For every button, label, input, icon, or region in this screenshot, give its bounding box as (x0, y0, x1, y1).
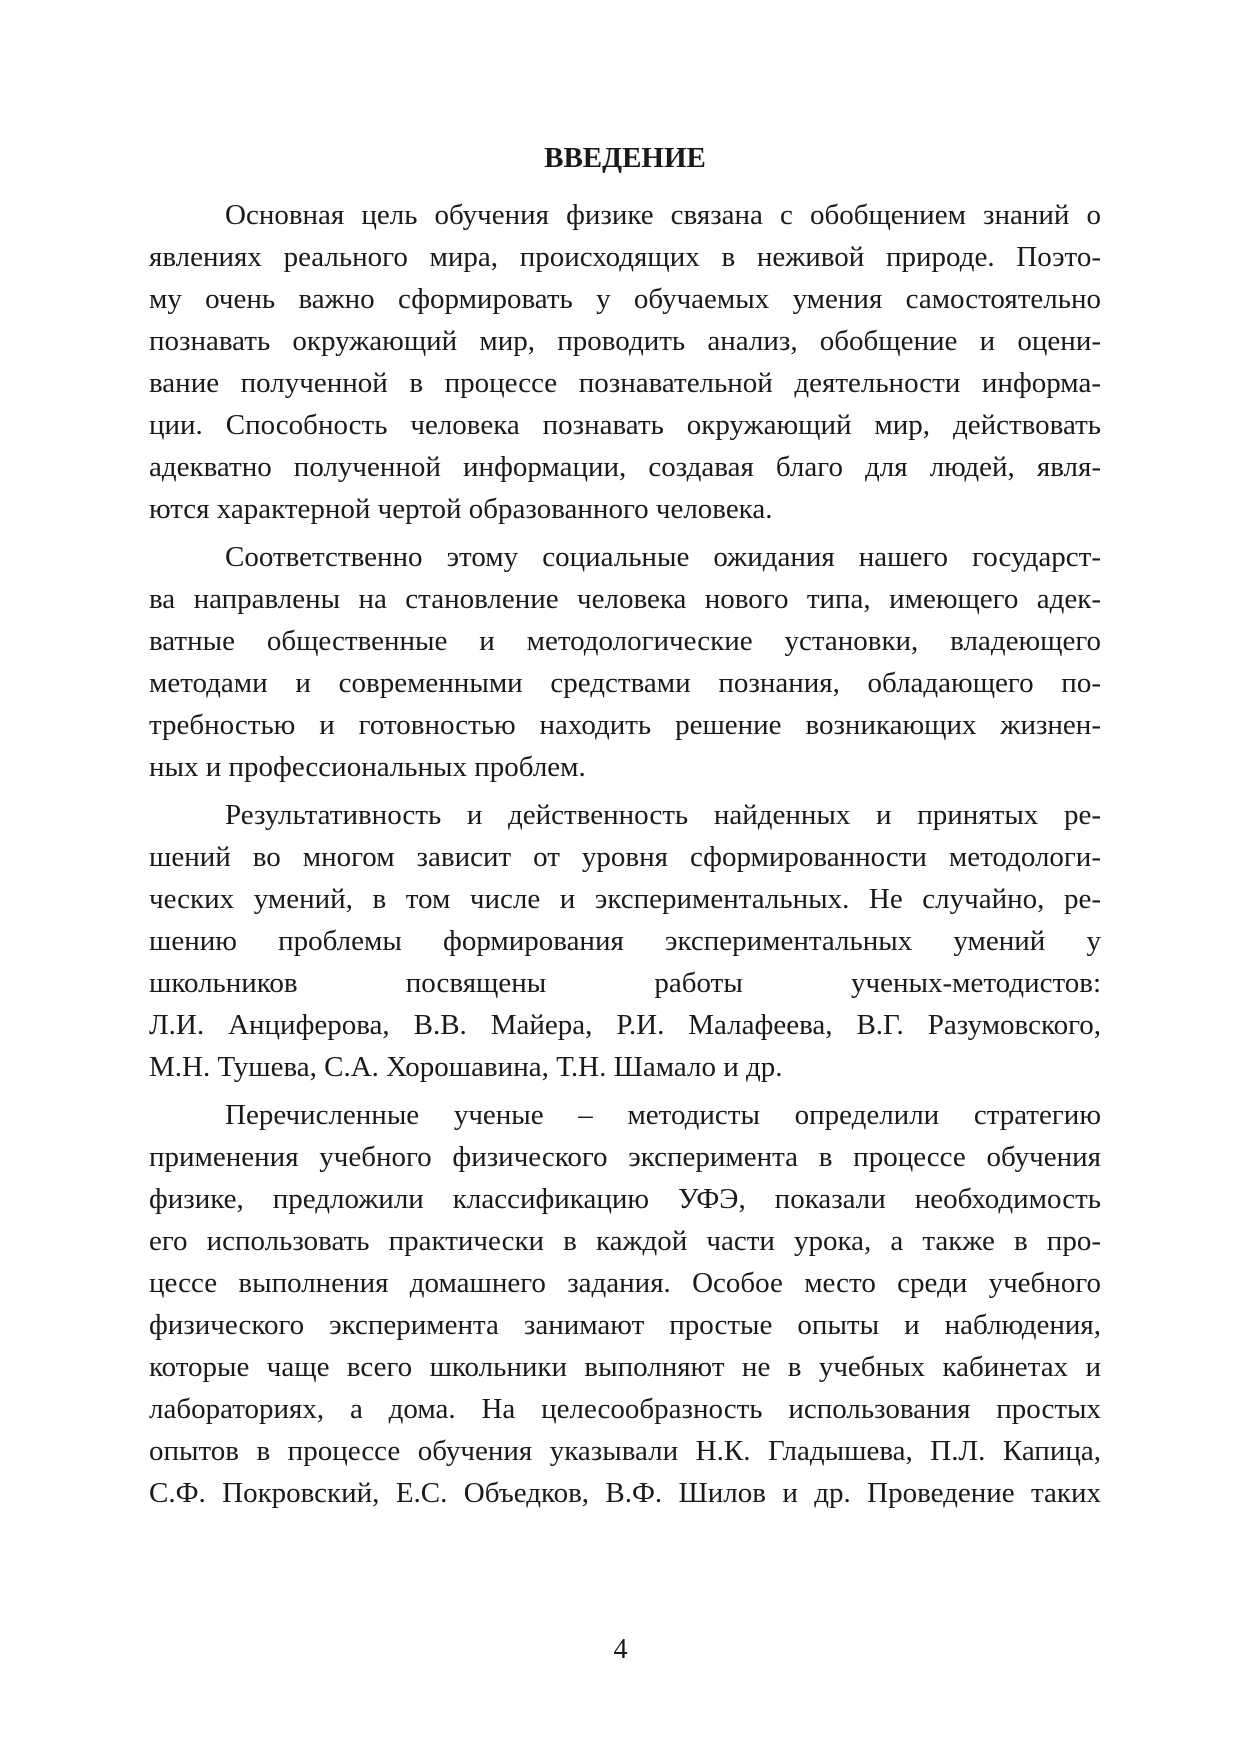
text-line: му очень важно сформировать у обучаемых умения самостоятельно (149, 283, 1101, 315)
text-line: С.Ф. Покровский, Е.С. Объедков, В.Ф. Шилов и др. Проведение таких (149, 1477, 1101, 1509)
section-title: ВВЕДЕНИЕ (544, 142, 706, 174)
text-line: Основная цель обучения физике связана с обобщением знаний о (225, 199, 1101, 231)
text-line: школьников посвящены работы ученых-методистов: (149, 967, 1101, 999)
text-line: шений во многом зависит от уровня сформированности методологи- (149, 841, 1101, 873)
text-line: опытов в процессе обучения указывали Н.К. Гладышева, П.Л. Капица, (149, 1435, 1101, 1467)
text-line: ных и профессиональных проблем. (149, 751, 586, 783)
text-line: применения учебного физического эксперимента в процессе обучения (149, 1141, 1101, 1173)
text-line: которые чаще всего школьники выполняют не в учебных кабинетах и (149, 1351, 1101, 1383)
paragraph-4 (149, 1094, 1101, 1514)
text-line: лабораториях, а дома. На целесообразность использования простых (149, 1393, 1101, 1425)
text-line: Л.И. Анциферова, В.В. Майера, Р.И. Малафеева, В.Г. Разумовского, (149, 1009, 1101, 1041)
text-line: методами и современными средствами познания, обладающего по- (149, 667, 1101, 699)
text-line: познавать окружающий мир, проводить анализ, обобщение и оцени- (149, 325, 1101, 357)
text-line: физике, предложили классификацию УФЭ, показали необходимость (149, 1183, 1101, 1215)
text-line: явлениях реального мира, происходящих в неживой природе. Поэто- (149, 241, 1101, 273)
text-line: требностью и готовностью находить решение возникающих жизнен- (149, 709, 1101, 741)
text-line: Результативность и действенность найденных и принятых ре- (225, 799, 1101, 831)
paragraph-3 (149, 794, 1101, 1088)
text-line: цессе выполнения домашнего задания. Особое место среди учебного (149, 1267, 1101, 1299)
text-line: ческих умений, в том числе и экспериментальных. Не случайно, ре- (149, 883, 1101, 915)
text-line: вание полученной в процессе познавательной деятельности информа- (149, 367, 1101, 399)
text-line: его использовать практически в каждой части урока, а также в про- (149, 1225, 1101, 1257)
text-line: Перечисленные ученые – методисты определили стратегию (225, 1099, 1101, 1131)
text-line: ции. Способность человека познавать окружающий мир, действовать (149, 409, 1101, 441)
text-line: адекватно полученной информации, создавая благо для людей, явля- (149, 451, 1101, 483)
text-line: ватные общественные и методологические установки, владеющего (149, 625, 1101, 657)
text-line: ва направлены на становление человека нового типа, имеющего адек- (149, 583, 1101, 615)
text-line: физического эксперимента занимают простые опыты и наблюдения, (149, 1309, 1101, 1341)
page-number: 4 (613, 1634, 628, 1665)
paragraph-1 (149, 194, 1101, 530)
paragraph-2 (149, 536, 1101, 788)
text-line: ются характерной чертой образованного человека. (149, 493, 773, 525)
document-page (149, 140, 1101, 1520)
text-line: М.Н. Тушева, С.А. Хорошавина, Т.Н. Шамало и др. (149, 1051, 783, 1083)
text-line: шению проблемы формирования экспериментальных умений у (149, 925, 1101, 957)
text-line: Соответственно этому социальные ожидания нашего государст- (225, 541, 1101, 573)
